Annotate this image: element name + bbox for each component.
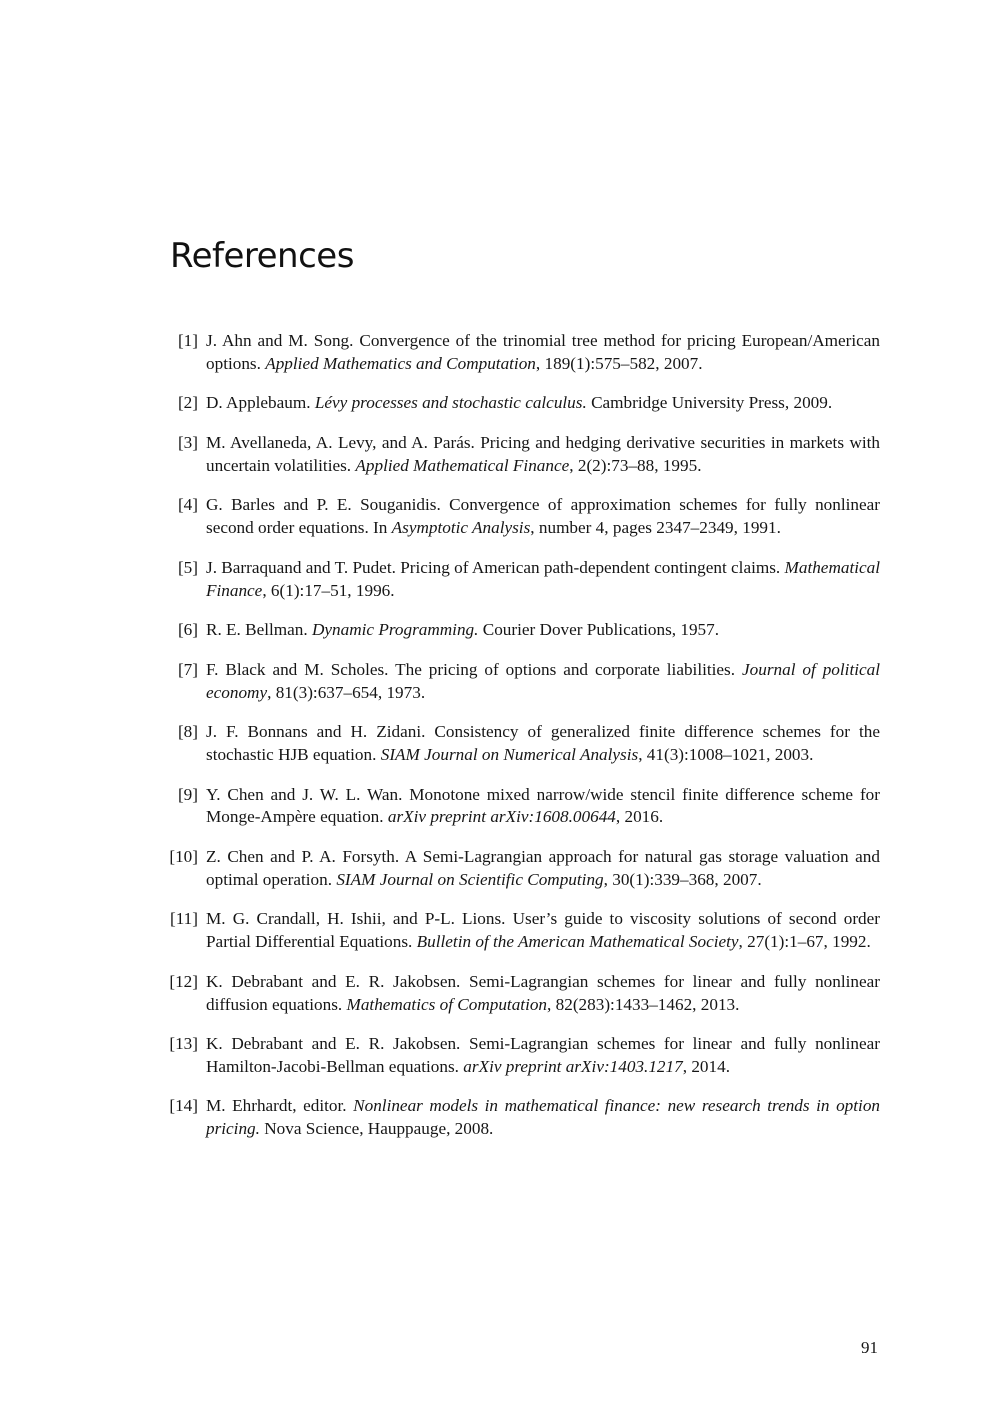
reference-number: [10] <box>169 846 198 866</box>
reference-item <box>160 908 880 954</box>
reference-number: [8] <box>177 722 198 742</box>
reference-authors-title: M. G. Crandall, H. Ishii, and P-L. Lions. User’s guide to viscosity solutions of second order Partial Differential Equations. <box>206 909 880 952</box>
reference-venue: SIAM Journal on Scientific Computing <box>336 869 604 889</box>
reference-details: Nova Science, Hauppauge, 2008. <box>259 1119 494 1139</box>
reference-number: [14] <box>169 1096 198 1116</box>
reference-item <box>160 494 880 540</box>
reference-details: , 6(1):17–51, 1996. <box>262 580 395 600</box>
reference-number: [4] <box>177 495 198 515</box>
reference-item <box>160 971 880 1017</box>
reference-venue: arXiv preprint arXiv:1403.1217 <box>463 1056 683 1076</box>
reference-text <box>206 722 880 764</box>
reference-authors-title: J. Barraquand and T. Pudet. Pricing of American path-dependent contingent claims. <box>206 557 785 577</box>
reference-number: [3] <box>177 432 198 452</box>
reference-details: , 2014. <box>682 1056 730 1076</box>
reference-details: , 30(1):339–368, 2007. <box>603 869 762 889</box>
reference-details: , number 4, pages 2347–2349, 1991. <box>530 518 781 538</box>
reference-details: , 82(283):1433–1462, 2013. <box>547 994 740 1014</box>
reference-text <box>206 393 832 412</box>
reference-authors-title: Z. Chen and P. A. Forsyth. A Semi-Lagrangian approach for natural gas storage valuation and optimal operation. <box>206 846 880 889</box>
reference-text <box>206 495 880 537</box>
reference-venue: Dynamic Programming. <box>311 620 479 640</box>
reference-details: , 189(1):575–582, 2007. <box>535 353 703 373</box>
reference-text <box>206 785 880 827</box>
reference-venue: Nonlinear models in mathematical finance: new research trends in option pricing. <box>206 1096 881 1139</box>
reference-venue: Applied Mathematical Finance <box>355 455 570 475</box>
reference-venue: Bulletin of the American Mathematical Society <box>416 932 739 952</box>
reference-venue: arXiv preprint arXiv:1608.00644 <box>387 807 616 827</box>
reference-text <box>206 847 880 889</box>
reference-list <box>160 330 880 1158</box>
reference-authors-title: J. Ahn and M. Song. Convergence of the trinomial tree method for pricing European/American options. <box>206 331 880 373</box>
reference-details: , 41(3):1008–1021, 2003. <box>638 744 814 764</box>
reference-details: Courier Dover Publications, 1957. <box>478 620 720 640</box>
reference-details: , 81(3):637–654, 1973. <box>267 682 426 702</box>
reference-authors-title: J. F. Bonnans and H. Zidani. Consistency of generalized finite difference schemes for the stochastic HJB equation. <box>206 722 880 764</box>
reference-number: [1] <box>177 331 198 350</box>
reference-text <box>206 972 880 1014</box>
reference-details: , 2016. <box>615 807 664 827</box>
reference-item <box>160 619 880 642</box>
reference-number: [11] <box>170 909 198 929</box>
page-number: 91 <box>861 1338 878 1357</box>
reference-text <box>206 1034 880 1076</box>
reference-authors-title: K. Debrabant and E. R. Jakobsen. Semi-Lagrangian schemes for linear and fully nonlinear diffusion equations. <box>206 971 880 1014</box>
reference-authors-title: Y. Chen and J. W. L. Wan. Monotone mixed narrow/wide stencil finite difference scheme for Monge-Ampère equation. <box>206 784 880 827</box>
reference-authors-title: G. Barles and P. E. Souganidis. Convergence of approximation schemes for fully nonlinear second order equations. In <box>206 495 880 538</box>
reference-details: Cambridge University Press, 2009. <box>586 393 833 413</box>
reference-item <box>160 330 880 376</box>
reference-item <box>160 721 880 767</box>
reference-authors-title: M. Ehrhardt, editor. <box>206 1096 354 1116</box>
reference-number: [13] <box>169 1034 198 1054</box>
reference-text <box>206 331 880 373</box>
reference-text <box>206 433 880 475</box>
reference-item <box>160 784 880 830</box>
reference-authors-title: R. E. Bellman. <box>206 620 312 640</box>
reference-text <box>206 909 880 951</box>
reference-item <box>160 846 880 892</box>
reference-venue: Mathematical Finance <box>206 557 880 600</box>
reference-venue: Journal of political economy <box>206 659 880 702</box>
reference-venue: Asymptotic Analysis <box>391 518 531 538</box>
reference-venue: Applied Mathematics and Computation <box>265 353 536 373</box>
reference-item <box>160 1033 880 1079</box>
reference-number: [2] <box>177 393 198 413</box>
reference-text <box>206 558 880 600</box>
reference-number: [9] <box>177 784 198 804</box>
reference-item <box>160 659 880 705</box>
reference-item <box>160 1095 880 1141</box>
reference-number: [5] <box>177 557 198 577</box>
reference-authors-title: M. Avellaneda, A. Levy, and A. Parás. Pricing and hedging derivative securities in markets with uncertain volatilities. <box>206 432 880 475</box>
reference-text <box>206 1096 880 1138</box>
reference-item <box>160 432 880 478</box>
reference-number: [6] <box>177 620 198 640</box>
reference-details: , 2(2):73–88, 1995. <box>569 455 702 475</box>
reference-venue: Mathematics of Computation <box>346 994 548 1014</box>
reference-details: , 27(1):1–67, 1992. <box>738 932 871 952</box>
reference-text <box>206 620 719 639</box>
reference-venue: Lévy processes and stochastic calculus. <box>314 393 587 413</box>
reference-item <box>160 392 880 415</box>
reference-authors-title: K. Debrabant and E. R. Jakobsen. Semi-Lagrangian schemes for linear and fully nonlinear Hamilton-Jacobi-Bellman equations. <box>206 1034 880 1076</box>
reference-number: [7] <box>177 659 198 679</box>
reference-authors-title: D. Applebaum. <box>206 393 315 413</box>
reference-item <box>160 557 880 603</box>
reference-number: [12] <box>169 971 198 991</box>
page-title: References <box>170 236 354 276</box>
reference-venue: SIAM Journal on Numerical Analysis <box>380 744 639 764</box>
reference-authors-title: F. Black and M. Scholes. The pricing of options and corporate liabilities. <box>206 659 742 679</box>
reference-text <box>206 660 880 702</box>
